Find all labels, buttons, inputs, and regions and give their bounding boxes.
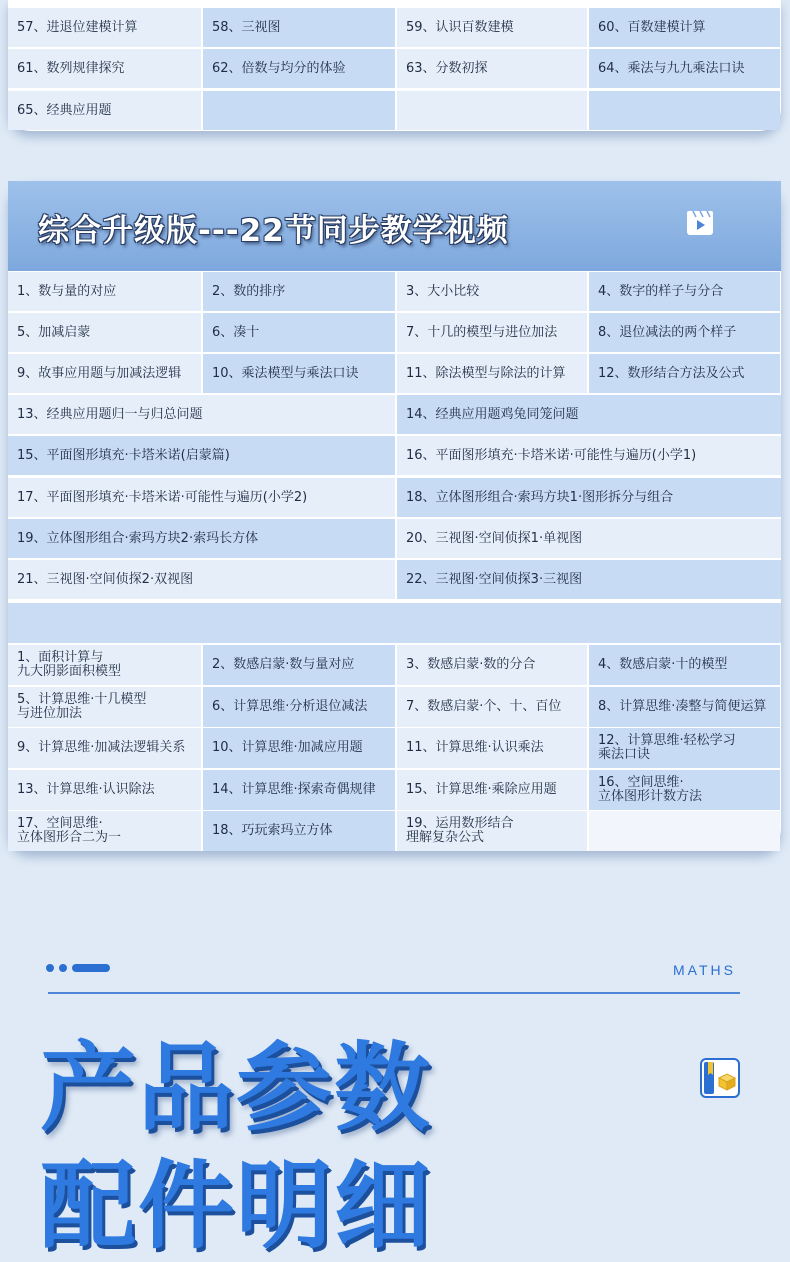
course-cell: 10、计算思维·加减应用题 [203,728,395,768]
course-cell: 11、计算思维·认识乘法 [397,728,587,768]
course-cell: 7、数感启蒙·个、十、百位 [397,687,587,727]
course-cell: 11、除法模型与除法的计算 [397,354,587,393]
course-cell: 4、数感启蒙·十的模型 [589,645,780,685]
course-cell: 13、计算思维·认识除法 [8,770,201,810]
course-cell: 7、十几的模型与进位加法 [397,313,587,352]
course-cell: 3、大小比较 [397,272,587,311]
course-cell: 8、退位减法的两个样子 [589,313,780,352]
course-cell: 2、数感启蒙·数与量对应 [203,645,395,685]
course-cell: 17、平面图形填充·卡塔米诺·可能性与遍历(小学2) [8,478,395,517]
course-cell: 18、巧玩索玛立方体 [203,811,395,851]
course-cell: 6、凑十 [203,313,395,352]
course-cell: 16、平面图形填充·卡塔米诺·可能性与遍历(小学1) [397,436,781,475]
course-cell: 61、数列规律探究 [8,49,201,88]
course-cell: 4、数字的样子与分合 [589,272,780,311]
course-cell: 8、计算思维·凑整与简便运算 [589,687,780,727]
divider-line [48,992,740,994]
course-cell: 18、立体图形组合·索玛方块1·图形拆分与组合 [397,478,781,517]
course-cell: 20、三视图·空间侦探1·单视图 [397,519,781,558]
course-section-card [8,181,781,851]
empty-cell [397,91,587,130]
course-cell: 1、面积计算与 九大阴影面积模型 [8,645,201,685]
empty-cell [589,811,780,851]
product-params-title: 产品参数 [40,1032,432,1144]
course-cell: 62、倍数与均分的体验 [203,49,395,88]
course-cell: 1、数与量的对应 [8,272,201,311]
course-cell: 65、经典应用题 [8,91,201,130]
empty-cell [203,91,395,130]
empty-cell [589,91,780,130]
course-cell: 16、空间思维· 立体图形计数方法 [589,770,780,810]
accessories-subtitle: 配件明细 [40,1150,432,1262]
course-cell: 15、计算思维·乘除应用题 [397,770,587,810]
course-cell: 64、乘法与九九乘法口诀 [589,49,780,88]
course-cell: 9、故事应用题与加减法逻辑 [8,354,201,393]
course-cell: 59、认识百数建模 [397,8,587,47]
course-cell: 14、经典应用题鸡兔同笼问题 [397,395,781,434]
course-cell: 13、经典应用题归一与归总问题 [8,395,395,434]
course-cell: 14、计算思维·探索奇偶规律 [203,770,395,810]
course-cell: 19、运用数形结合 理解复杂公式 [397,811,587,851]
course-cell: 6、计算思维·分析退位减法 [203,687,395,727]
course-cell: 60、百数建模计算 [589,8,780,47]
course-cell: 12、计算思维·轻松学习 乘法口诀 [589,728,780,768]
course-cell: 10、乘法模型与乘法口诀 [203,354,395,393]
course-cell: 17、空间思维· 立体图形合二为一 [8,811,201,851]
course-cell: 19、立体图形组合·索玛方块2·索玛长方体 [8,519,395,558]
video-play-icon[interactable] [686,210,714,236]
course-cell: 2、数的排序 [203,272,395,311]
course-cell: 5、计算思维·十几模型 与进位加法 [8,687,201,727]
section-divider-band [8,603,781,643]
section-header [8,181,781,271]
course-cell: 63、分数初探 [397,49,587,88]
section-title: 综合升级版---22节同步教学视频 [38,213,509,249]
course-cell: 9、计算思维·加减法逻辑关系 [8,728,201,768]
course-cell: 3、数感启蒙·数的分合 [397,645,587,685]
course-cell: 21、三视图·空间侦探2·双视图 [8,560,395,599]
book-icon [699,1057,741,1099]
top-course-table [8,0,781,131]
course-cell: 12、数形结合方法及公式 [589,354,780,393]
course-cell: 5、加减启蒙 [8,313,201,352]
course-cell: 22、三视图·空间侦探3·三视图 [397,560,781,599]
course-cell: 58、三视图 [203,8,395,47]
course-cell: 15、平面图形填充·卡塔米诺(启蒙篇) [8,436,395,475]
course-cell: 57、进退位建模计算 [8,8,201,47]
maths-label: MATHS [673,962,736,978]
